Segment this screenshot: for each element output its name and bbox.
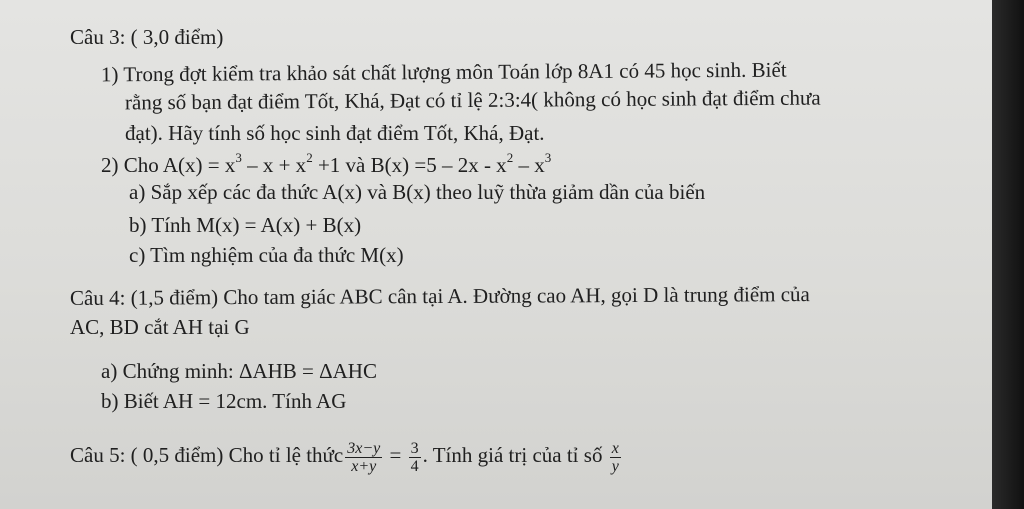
q3-p2-b-rest: – x [513, 153, 545, 177]
q3-p2-a: a) Sắp xếp các đa thức A(x) và B(x) theo luỹ thừa giảm dần của biến [129, 180, 706, 204]
q4-a: a) Chứng minh: ΔAHB = ΔAHC [101, 359, 377, 383]
q5-line [70, 433, 623, 477]
fraction-3x-y-over-x-y [345, 440, 382, 475]
fraction-denominator: x+y [351, 457, 377, 475]
q3-p2-c: c) Tìm nghiệm của đa thức M(x) [129, 243, 404, 267]
fraction-3-over-4 [409, 440, 421, 475]
equals-sign: = [384, 443, 407, 467]
show-through-text [692, 300, 952, 480]
fraction-numerator: 3x−y [347, 439, 381, 457]
fraction-numerator: 3 [410, 439, 419, 457]
q3-p2-a-rest: – x + x [241, 153, 307, 177]
q3-p2-b: b) Tính M(x) = A(x) + B(x) [129, 213, 362, 237]
fraction-x-over-y [610, 440, 621, 475]
fraction-numerator: x [611, 439, 619, 457]
q4-line1: Câu 4: (1,5 điểm) Cho tam giác ABC cân tại A. Đường cao AH, gọi D là trung điểm của [69, 282, 810, 310]
exponent: 3 [235, 150, 242, 165]
q4-line2: AC, BD cắt AH tại G [70, 315, 250, 339]
fraction-denominator: y [611, 457, 619, 475]
q3-p2-polynomials [101, 152, 551, 178]
fraction-denominator: 4 [410, 457, 419, 475]
q3-p2-b-start: +1 và B(x) =5 – 2x - x [312, 153, 507, 177]
q4-b: b) Biết AH = 12cm. Tính AG [101, 389, 347, 413]
background-edge [992, 0, 1024, 509]
exponent: 2 [506, 150, 514, 165]
q3-p1-line2: rằng số bạn đạt điểm Tốt, Khá, Đạt có tỉ lệ 2:3:4( không có học sinh đạt điểm chưa [124, 85, 821, 115]
exponent: 2 [306, 150, 313, 165]
q5-middle: . Tính giá trị của tỉ số [422, 443, 608, 467]
q5-prefix: Câu 5: ( 0,5 điểm) Cho tỉ lệ thức [70, 443, 344, 467]
q3-p2-label: 2) Cho A(x) = x [101, 153, 236, 177]
q3-p1-line1: 1) Trong đợt kiểm tra khảo sát chất lượng môn Toán lớp 8A1 có 45 học sinh. Biết [100, 57, 787, 87]
exponent: 3 [544, 150, 552, 165]
q3-heading: Câu 3: ( 3,0 điểm) [70, 25, 224, 49]
q3-p1-line3: đạt). Hãy tính số học sinh đạt điểm Tốt, Khá, Đạt. [125, 121, 545, 145]
